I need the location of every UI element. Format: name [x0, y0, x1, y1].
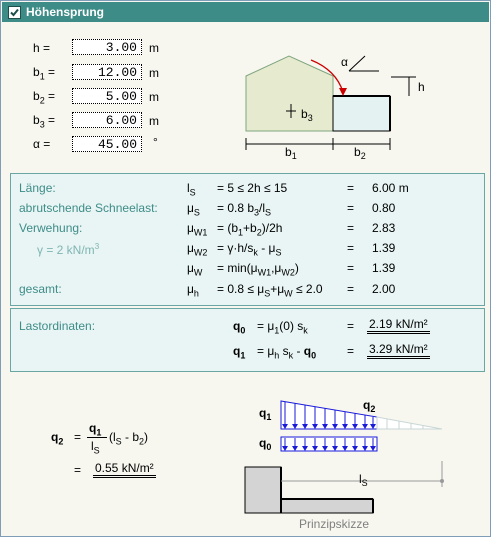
row-muw-formula: = $\min(\mu_{W1},\mu_{W2})$ [217, 261, 299, 278]
input-h[interactable]: 3.00 [72, 39, 142, 55]
row-muw-eq: = [347, 261, 355, 275]
row-gesamt-label: gesamt: [19, 282, 62, 296]
unit-alpha: ° [153, 135, 158, 149]
row-verwehung-sym: $\mu_{W1}$ [187, 221, 208, 238]
row-verwehung-eq: = [347, 221, 355, 235]
row-abrutsch-sym: $\mu_S$ [187, 201, 200, 218]
row-abrutsch-eq: = [347, 201, 355, 215]
row-gamma-sym: $\mu_{W2}$ [187, 241, 208, 258]
q0-eq: = [347, 319, 355, 333]
window-title: Höhensprung [26, 5, 104, 19]
q2-num: $q_1$ [89, 421, 102, 438]
row-gamma-label: γ = 2 $kN/m^3$ [37, 242, 100, 257]
unit-b2: m [149, 90, 159, 104]
q1-sym: $q_1$ [233, 344, 246, 361]
check-icon [9, 7, 20, 18]
load-sketch [237, 391, 457, 531]
input-alpha[interactable]: 45.00 [72, 136, 142, 152]
building-sketch [231, 46, 451, 161]
label-b3: $b_3$ = [33, 113, 56, 130]
sketch-caption: Prinzipskizze [299, 517, 370, 531]
row-verwehung-formula: = $(b_1+b_2)/2h$ [217, 221, 283, 238]
row-gamma-formula: = $\gamma\cdot h/s_k - \mu_S$ [217, 241, 282, 258]
fraction-bar [87, 437, 107, 438]
q2-eq1: = [74, 430, 82, 444]
row-gesamt-value: 2.00 [372, 282, 396, 296]
row-laenge-value: 6.00 m [372, 181, 409, 195]
row-laenge-formula: = 5 ≤ 2h ≤ 15 [217, 181, 288, 195]
row-abrutsch-value: 0.80 [372, 201, 396, 215]
label-alpha: α = [33, 137, 51, 151]
q2-value: 0.55 kN/m² [93, 461, 156, 478]
q0-sketch-label: $q_0$ [259, 436, 272, 452]
row-gamma-eq: = [347, 241, 355, 255]
input-b1[interactable]: 12.00 [72, 64, 142, 80]
q0-value: 2.19 kN/m² [367, 317, 430, 334]
input-b2[interactable]: 5.00 [72, 88, 142, 104]
q2-sym: $q_2$ [51, 430, 64, 447]
row-muw-value: 1.39 [372, 261, 396, 275]
q1-formula: = $\mu_h$ $s_k - q_0$ [257, 344, 317, 361]
row-gesamt-eq: = [347, 282, 355, 296]
q1-value: 3.29 kN/m² [367, 342, 430, 359]
row-laenge-label: Länge: [19, 181, 56, 195]
q0-sym: $q_0$ [233, 319, 246, 336]
q1-eq: = [347, 344, 355, 358]
q0-formula: = $\mu_1(0)$ $s_k$ [257, 319, 308, 336]
title-bar [2, 2, 489, 22]
label-h: h = [33, 41, 51, 55]
h-label: h [418, 80, 425, 94]
q2-tail: $(l_S - b_2)$ [109, 430, 149, 447]
enable-checkbox[interactable] [8, 6, 21, 19]
input-b3[interactable]: 6.00 [72, 112, 142, 128]
row-laenge-sym: $l_S$ [187, 181, 196, 198]
row-verwehung-label: Verwehung: [19, 221, 83, 235]
q2-den: $l_S$ [91, 439, 100, 456]
row-gesamt-sym: $\mu_h$ [187, 282, 199, 299]
row-verwehung-value: 2.83 [372, 221, 396, 235]
b3-label: $b_3$ [301, 107, 313, 123]
label-b2: $b_2$ = [33, 89, 56, 106]
unit-b3: m [149, 114, 159, 128]
row-abrutsch-formula: = 0.8 $b_3/l_S$ [217, 201, 272, 218]
unit-h: m [149, 41, 159, 55]
row-laenge-eq: = [347, 181, 355, 195]
b2-label: $b_2$ [354, 145, 366, 161]
alpha-label: α [341, 55, 348, 69]
row-gesamt-formula: = $0.8 \le \mu_S+\mu_W \le 2.0$ [217, 282, 323, 299]
q2-sketch-label: $q_2$ [363, 398, 376, 414]
row-abrutsch-label: abrutschende Schneelast: [19, 201, 158, 215]
b1-label: $b_1$ [285, 145, 297, 161]
row-muw-sym: $\mu_W$ [187, 261, 203, 278]
q2-eq2: = [74, 463, 82, 477]
unit-b1: m [149, 66, 159, 80]
label-b1: $b_1$ = [33, 65, 56, 82]
lastordinaten-label: Lastordinaten: [19, 319, 96, 333]
ls-sketch-label: $l_S$ [359, 472, 368, 488]
row-gamma-value: 1.39 [372, 241, 396, 255]
q1-sketch-label: $q_1$ [259, 406, 272, 422]
